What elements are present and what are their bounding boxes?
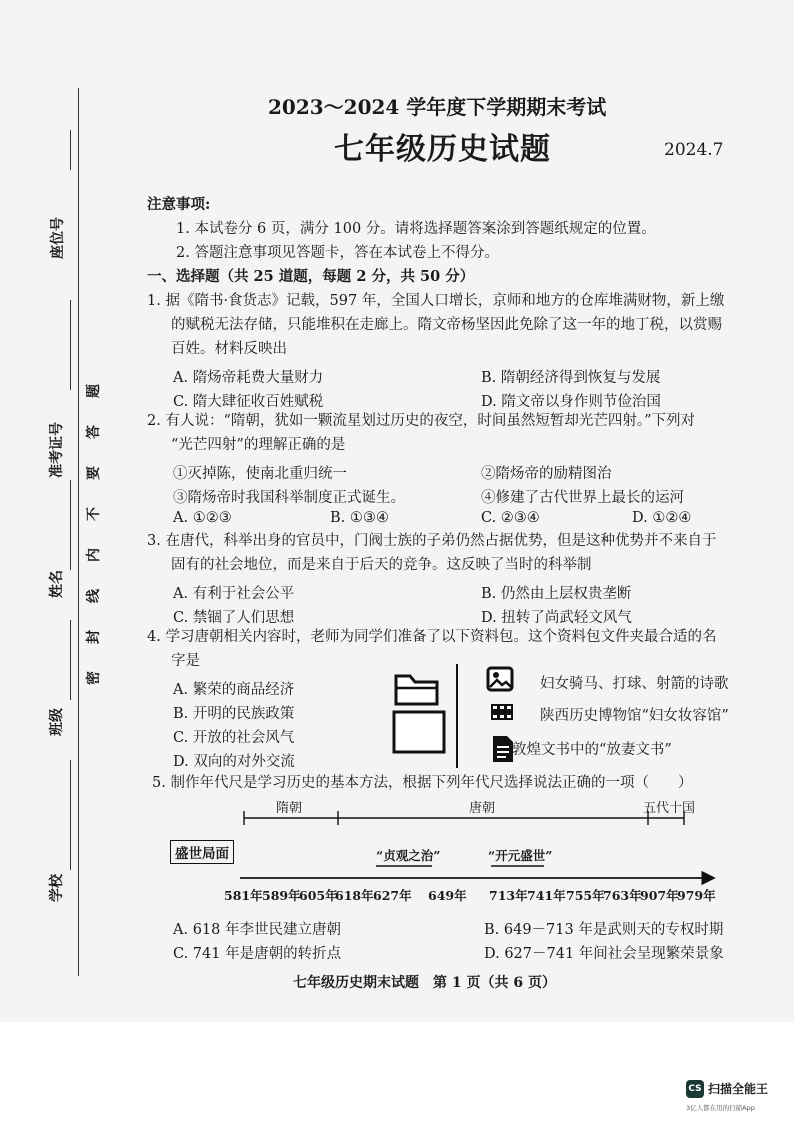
exam-date: 2024.7: [664, 140, 724, 160]
school-label: 学校: [49, 874, 65, 902]
question-1-option-b: B. 隋朝经济得到恢复与发展: [481, 370, 661, 386]
question-1-line: 的赋税无法存储，只能堆积在走廊上。隋文帝杨坚因此免除了这一年的地丁税，以赏赐: [171, 317, 722, 333]
question-2-option-c: C. ②③④: [481, 510, 540, 526]
notice-item: 2. 答题注意事项见答题卡，答在本试卷上不得分。: [176, 245, 499, 261]
question-1-option-a: A. 隋炀帝耗费大量财力: [173, 370, 324, 386]
timeline-year-label: 589年: [262, 888, 301, 903]
question-2-line: “光芒四射”的理解正确的是: [171, 437, 346, 453]
question-3-line: 固有的社会地位，而是来自于后天的竞争。这反映了当时的科举制: [171, 557, 592, 573]
class-label: 班级: [49, 708, 65, 736]
timeline-year-label: 907年: [640, 888, 679, 903]
timeline-year-label: 755年: [566, 888, 605, 903]
question-2-statement: ④修建了古代世界上最长的运河: [481, 490, 684, 506]
question-3-option-a: A. 有利于社会公平: [173, 586, 295, 602]
question-4-line: 4. 学习唐朝相关内容时，老师为同学们准备了以下资料包。这个资料包文件夹最合适的名: [147, 629, 717, 645]
question-5-option-c: C. 741 年是唐朝的转折点: [173, 946, 342, 962]
question-2-statement: ②隋炀帝的励精图治: [481, 466, 612, 482]
timeline-year-label: 741年: [527, 888, 566, 903]
timeline-year-label: 763年: [603, 888, 642, 903]
question-1-option-d: D. 隋文帝以身作则节俭治国: [481, 394, 661, 410]
question-4-option-a: A. 繁荣的商品经济: [173, 682, 295, 698]
question-2-option-d: D. ①②④: [632, 510, 692, 526]
name-label: 姓名: [49, 570, 65, 598]
question-2-statement: ①灭掉陈，使南北重归统一: [173, 466, 347, 482]
question-2-option-b: B. ①③④: [330, 510, 389, 526]
seat-label: 座位号: [50, 217, 66, 259]
question-1-line: 1. 据《隋书·食货志》记载，597 年，全国人口增长，京师和地方的仓库堆满财物，新上缴: [147, 293, 725, 309]
question-3-option-d: D. 扭转了尚武轻文风气: [481, 610, 632, 626]
question-1-option-c: C. 隋大肆征收百姓赋税: [173, 394, 324, 410]
seal-char: 密: [86, 671, 102, 685]
timeline-year-label: 627年: [373, 888, 412, 903]
question-5-line: 5. 制作年代尺是学习历史的基本方法，根据下列年代尺选择说法正确的一项（ ）: [152, 775, 693, 791]
subject-title: 七年级历史试题: [334, 132, 551, 167]
exam-no-label: 准考证号: [49, 422, 65, 478]
question-4-line: 字是: [171, 653, 200, 669]
footer-area: [0, 1022, 794, 1124]
timeline-era-label: “开元盛世”: [488, 848, 553, 863]
file-label: 陕西历史博物馆“妇女妆容馆”: [540, 708, 729, 724]
scanner-app-tagline: 3亿人都在用的扫描App: [686, 1104, 755, 1112]
timeline-year-label: 649年: [428, 888, 467, 903]
seal-char: 封: [86, 630, 102, 644]
question-2-line: 2. 有人说：“隋朝，犹如一颗流星划过历史的夜空，时间虽然短暂却光芒四射。”下列对: [147, 413, 696, 429]
timeline-period-label: 隋朝: [276, 801, 303, 816]
timeline-period-label: 唐朝: [469, 801, 496, 816]
question-3-option-c: C. 禁锢了人们思想: [173, 610, 295, 626]
exam-title: 2023～2024 学年度下学期期末考试: [268, 95, 607, 119]
timeline-year-label: 618年: [335, 888, 374, 903]
seal-char: 线: [86, 589, 102, 603]
seal-char: 题: [86, 384, 102, 398]
notice-title: 注意事项:: [147, 196, 211, 213]
seal-char: 不: [86, 507, 102, 521]
scanner-app-name: 扫描全能王: [708, 1082, 769, 1096]
page-number: 七年级历史期末试题 第 1 页（共 6 页）: [293, 975, 556, 991]
notice-item: 1. 本试卷分 6 页，满分 100 分。请将选择题答案涂到答题纸规定的位置。: [176, 221, 656, 237]
file-label: 敦煌文书中的“放妻文书”: [512, 742, 672, 758]
question-5-option-d: D. 627－741 年间社会呈现繁荣景象: [484, 946, 724, 962]
question-4-option-d: D. 双向的对外交流: [173, 754, 295, 770]
section-title: 一、选择题（共 25 道题，每题 2 分，共 50 分）: [147, 268, 475, 285]
timeline-year-label: 979年: [677, 888, 716, 903]
question-3-option-b: B. 仍然由上层权贵垄断: [481, 586, 632, 602]
seal-char: 要: [86, 466, 102, 480]
question-4-option-b: B. 开明的民族政策: [173, 706, 295, 722]
seal-char: 内: [86, 548, 102, 562]
timeline-year-label: 713年: [489, 888, 528, 903]
timeline-period-label: 五代十国: [643, 801, 696, 816]
scanner-logo: CS: [686, 1080, 704, 1098]
prosperity-box-label: 盛世局面: [170, 840, 234, 864]
question-1-line: 百姓。材料反映出: [171, 341, 287, 357]
question-2-option-a: A. ①②③: [173, 510, 232, 526]
question-3-line: 3. 在唐代，科举出身的官员中，门阀士族的子弟仍然占据优势，但是这种优势并不来自于: [147, 533, 717, 549]
question-5-option-b: B. 649－713 年是武则天的专权时期: [484, 922, 724, 938]
question-2-statement: ③隋炀帝时我国科举制度正式诞生。: [173, 490, 405, 506]
file-label: 妇女骑马、打球、射箭的诗歌: [540, 676, 729, 692]
timeline-year-label: 581年: [224, 888, 263, 903]
question-4-option-c: C. 开放的社会风气: [173, 730, 295, 746]
timeline-year-label: 605年: [299, 888, 338, 903]
seal-char: 答: [86, 425, 102, 439]
question-5-option-a: A. 618 年李世民建立唐朝: [173, 922, 341, 938]
timeline-era-label: “贞观之治”: [376, 848, 441, 863]
